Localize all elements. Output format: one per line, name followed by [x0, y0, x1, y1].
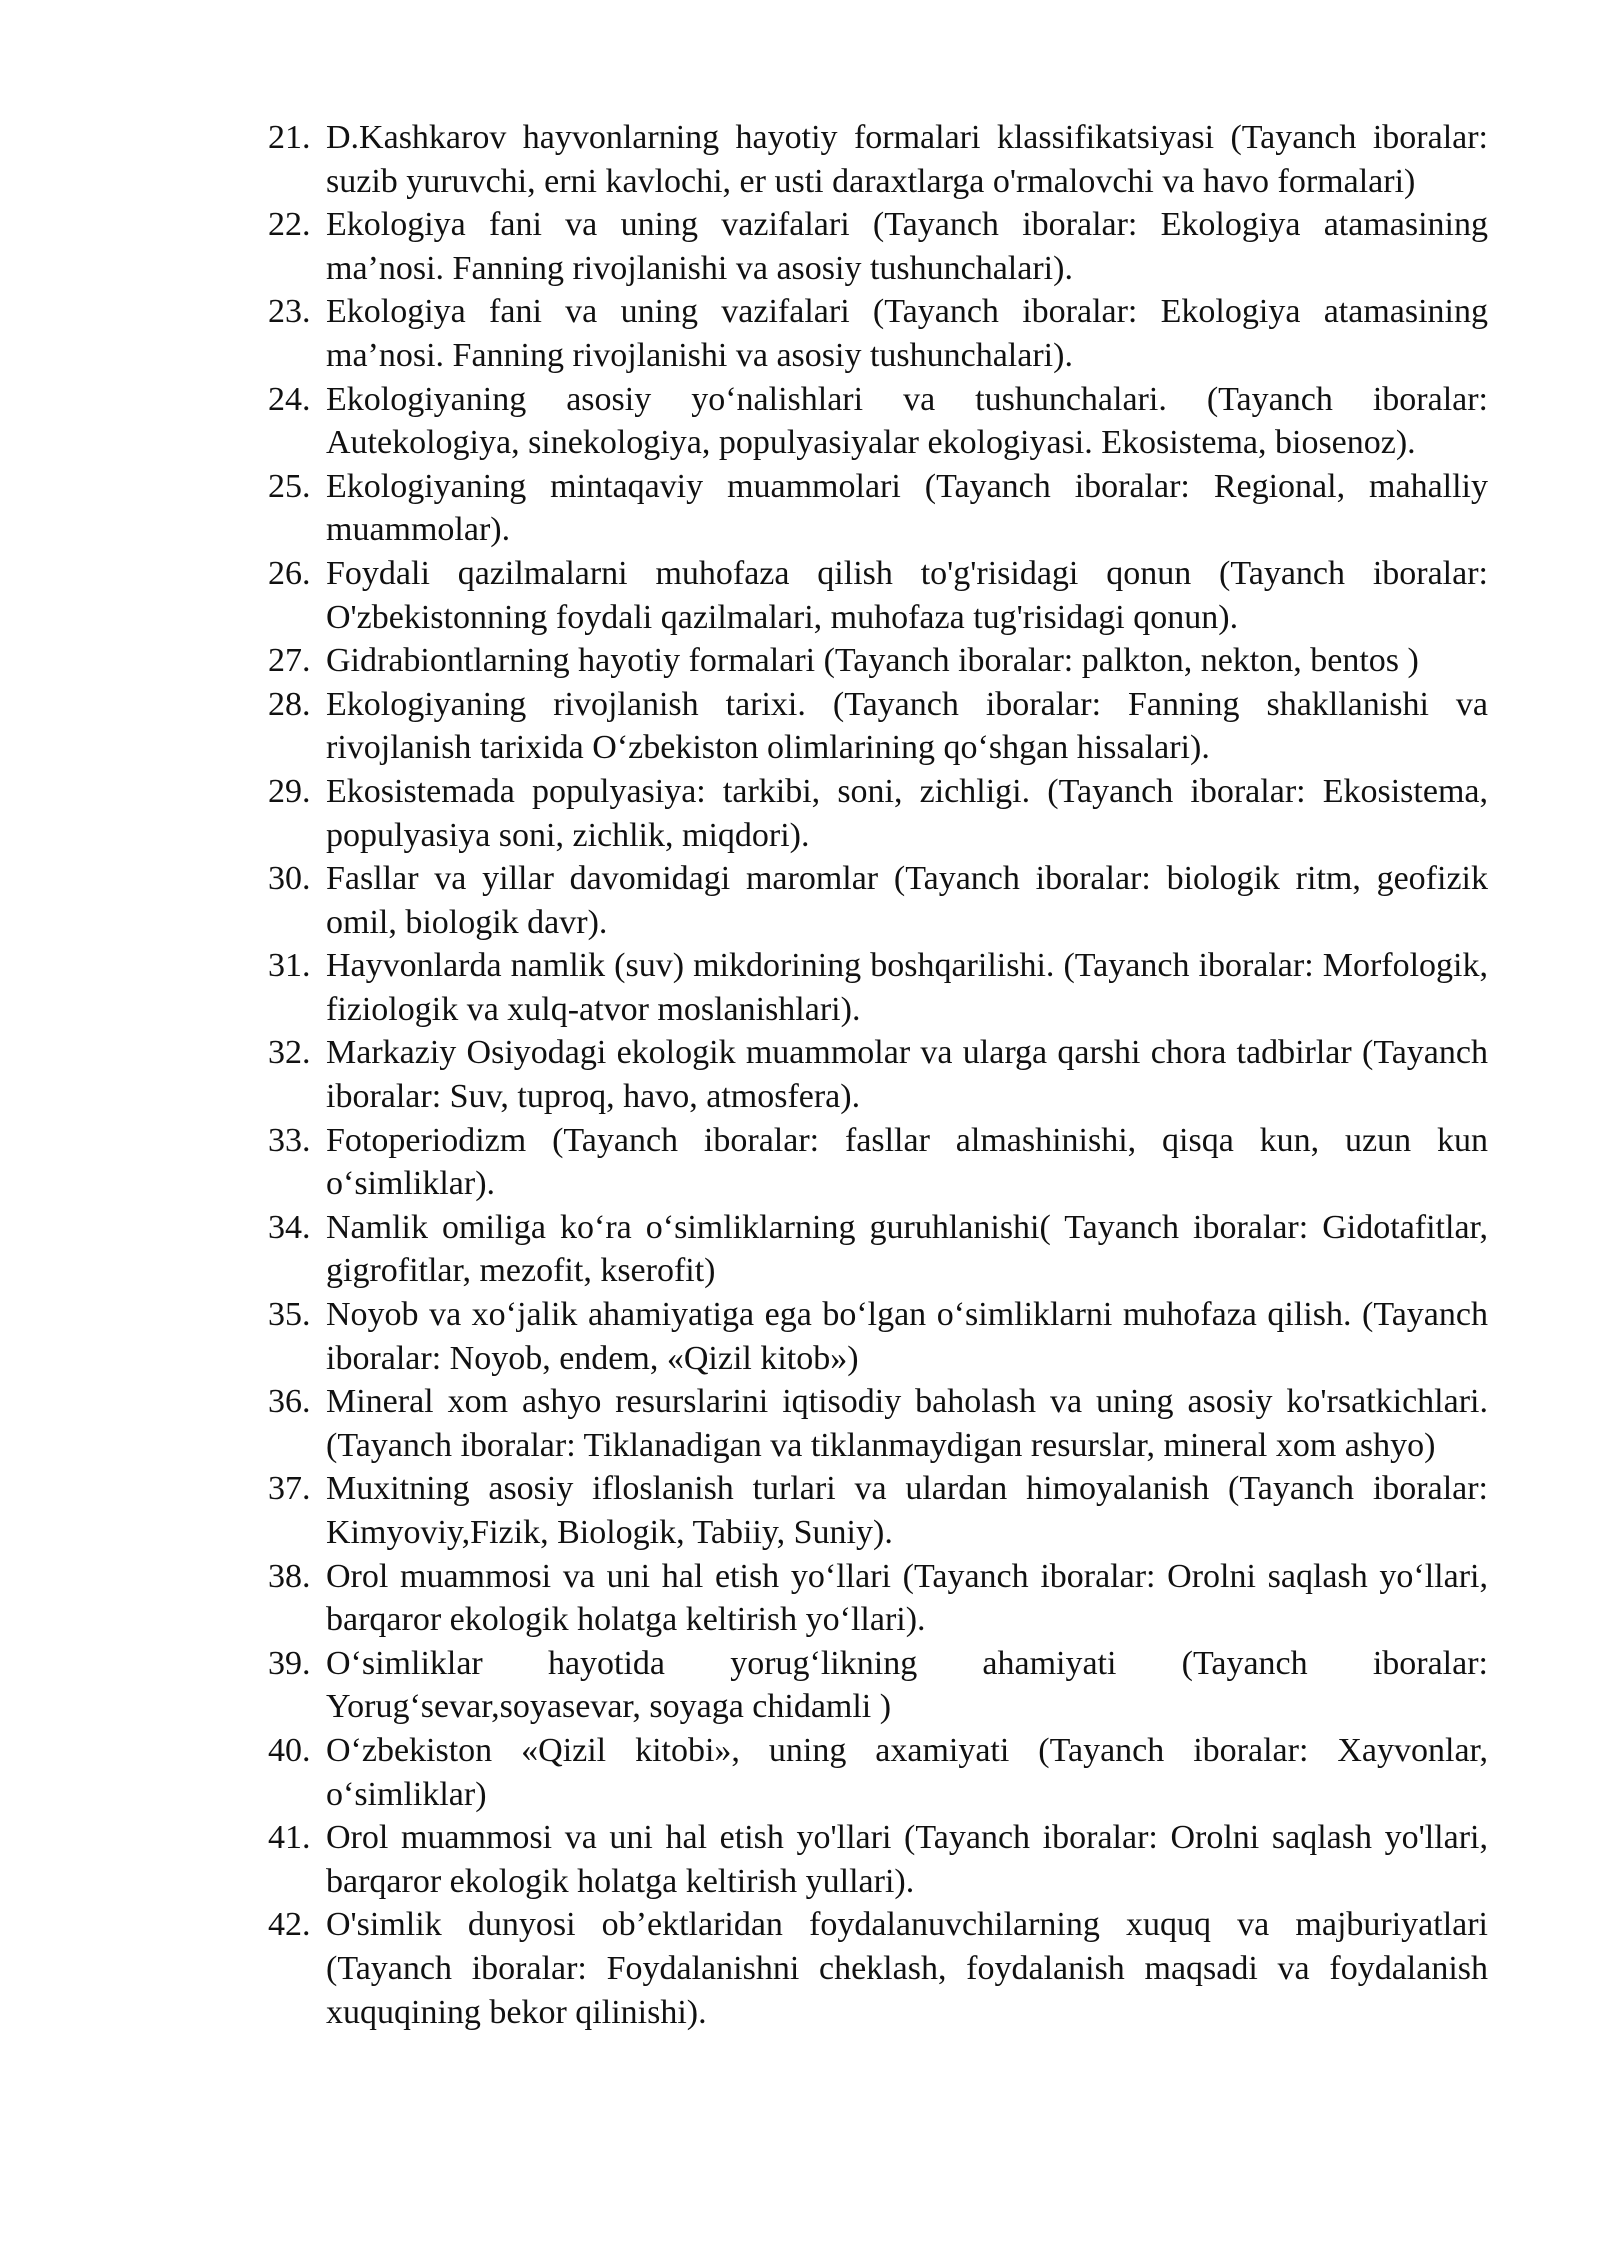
item-text: Fasllar va yillar davomidagi maromlar (Tayanch iboralar: biologik ritm, geofizik omil, biologik davr). — [326, 860, 1488, 941]
item-number: 34. — [268, 1208, 311, 1246]
list-item — [270, 290, 1488, 377]
item-number: 42. — [268, 1906, 311, 1944]
item-number: 38. — [268, 1557, 311, 1595]
list-item — [270, 1642, 1488, 1729]
item-text: Ekologiyaning mintaqaviy muammolari (Tayanch iboralar: Regional, mahalliy muammolar). — [326, 467, 1488, 549]
item-number: 29. — [268, 772, 311, 810]
item-number: 35. — [268, 1296, 311, 1334]
list-item — [270, 1555, 1488, 1642]
list-item — [270, 944, 1488, 1031]
item-text: Ekologiyaning rivojlanish tarixi. (Tayanch iboralar: Fanning shakllanishi va rivojlanish tarixida O‘zbekiston olimlarining qo‘shgan hissalari). — [326, 685, 1488, 767]
item-number: 22. — [268, 206, 311, 244]
list-item — [270, 552, 1488, 639]
list-item — [270, 857, 1488, 944]
item-number: 26. — [268, 554, 311, 592]
item-text: Mineral xom ashyo resurslarini iqtisodiy baholash va uning asosiy ko'rsatkichlari. (Tayanch iboralar: Tiklanadigan va tiklanmaydigan resurslar, mineral xom ashyo) — [326, 1383, 1488, 1464]
item-text: Foydali qazilmalarni muhofaza qilish to'g'risidagi qonun (Tayanch iboralar: O'zbekistonning foydali qazilmalari, muhofaza tug'risidagi qonun). — [326, 554, 1488, 636]
list-item — [270, 1293, 1488, 1380]
list-item — [270, 203, 1488, 290]
item-text: Ekosistemada populyasiya: tarkibi, soni, zichligi. (Tayanch iboralar: Ekosistema, populyasiya soni, zichlik, miqdori). — [326, 772, 1488, 854]
item-number: 37. — [268, 1470, 311, 1508]
item-text: Markaziy Osiyodagi ekologik muammolar va ularga qarshi chora tadbirlar (Tayanch iboralar: Suv, tuproq, havo, atmosfera). — [326, 1034, 1488, 1116]
item-text: Gidrabiontlarning hayotiy formalari (Tayanch iboralar: palkton, nekton, bentos ) — [326, 642, 1419, 680]
item-number: 21. — [268, 119, 311, 156]
item-text: Fotoperiodizm (Tayanch iboralar: fasllar almashinishi, qisqa kun, uzun kun o‘simliklar). — [326, 1121, 1488, 1203]
list-item — [270, 1206, 1488, 1293]
list-item — [270, 1380, 1488, 1467]
item-number: 31. — [268, 947, 311, 985]
item-number: 39. — [268, 1644, 311, 1682]
item-text: O‘zbekiston «Qizil kitobi», uning axamiyati (Tayanch iboralar: Xayvonlar, o‘simliklar) — [326, 1731, 1488, 1813]
item-number: 33. — [268, 1121, 311, 1159]
item-text: Orol muammosi va uni hal etish yo'llari (Tayanch iboralar: Orolni saqlash yo'llari, barqaror ekologik holatga keltirish yullari). — [326, 1819, 1488, 1900]
list-item — [270, 378, 1488, 465]
item-text: Noyob va xo‘jalik ahamiyatiga ega bo‘lgan o‘simliklarni muhofaza qilish. (Tayanch iboralar: Noyob, endem, «Qizil kitob») — [326, 1296, 1488, 1377]
item-number: 40. — [268, 1731, 311, 1769]
item-number: 25. — [268, 467, 311, 505]
list-item — [270, 683, 1488, 770]
item-text: Ekologiya fani va uning vazifalari (Tayanch iboralar: Ekologiya atamasining ma’nosi. Fanning rivojlanishi va asosiy tushunchalari). — [326, 206, 1488, 287]
list-item — [270, 1729, 1488, 1816]
list-item — [270, 1816, 1488, 1903]
list-item — [270, 465, 1488, 552]
list-item — [270, 770, 1488, 857]
item-number: 32. — [268, 1034, 311, 1072]
item-number: 36. — [268, 1383, 311, 1421]
question-list — [270, 116, 1488, 2034]
item-text: Ekologiya fani va uning vazifalari (Tayanch iboralar: Ekologiya atamasining ma’nosi. Fanning rivojlanishi va asosiy tushunchalari). — [326, 293, 1488, 374]
item-text: Ekologiyaning asosiy yo‘nalishlari va tushunchalari. (Tayanch iboralar: Autekologiya, sinekologiya, populyasiyalar ekologiyasi. Ekosistema, biosenoz). — [326, 380, 1488, 462]
list-item — [270, 1467, 1488, 1554]
item-text: O‘simliklar hayotida yorug‘likning ahamiyati (Tayanch iboralar: Yorug‘sevar,soyasevar, soyaga chidamli ) — [326, 1644, 1488, 1726]
item-text: Namlik omiliga ko‘ra o‘simliklarning guruhlanishi( Tayanch iboralar: Gidotafitlar, gigrofitlar, mezofit, kserofit) — [326, 1208, 1488, 1290]
item-number: 27. — [268, 642, 311, 680]
list-item — [270, 1903, 1488, 2034]
item-number: 41. — [268, 1819, 311, 1857]
list-item — [270, 116, 1488, 203]
item-text: Hayvonlarda namlik (suv) mikdorining boshqarilishi. (Tayanch iboralar: Morfologik, fiziologik va xulq-atvor moslanishlari). — [326, 947, 1488, 1028]
list-item — [270, 1119, 1488, 1206]
item-number: 23. — [268, 293, 311, 331]
item-text: O'simlik dunyosi ob’ektlaridan foydalanuvchilarning xuquq va majburiyatlari (Tayanch iboralar: Foydalanishni cheklash, foydalanish maqsadi va foydalanish xuquqining bekor qilinishi). — [326, 1906, 1488, 2031]
item-number: 30. — [268, 860, 311, 898]
list-item — [270, 639, 1488, 683]
item-text: Orol muammosi va uni hal etish yo‘llari (Tayanch iboralar: Orolni saqlash yo‘llari, barqaror ekologik holatga keltirish yo‘llari). — [326, 1557, 1488, 1639]
list-item — [270, 1031, 1488, 1118]
item-text: D.Kashkarov hayvonlarning hayotiy formalari klassifikatsiyasi (Tayanch iboralar: suzib yuruvchi, erni kavlochi, er usti daraxtlarga o'rmalovchi va havo formalari) — [326, 119, 1488, 200]
item-number: 24. — [268, 380, 311, 418]
item-number: 28. — [268, 685, 311, 723]
item-text: Muxitning asosiy ifloslanish turlari va ulardan himoyalanish (Tayanch iboralar: Kimyoviy,Fizik, Biologik, Tabiiy, Suniy). — [326, 1470, 1488, 1551]
